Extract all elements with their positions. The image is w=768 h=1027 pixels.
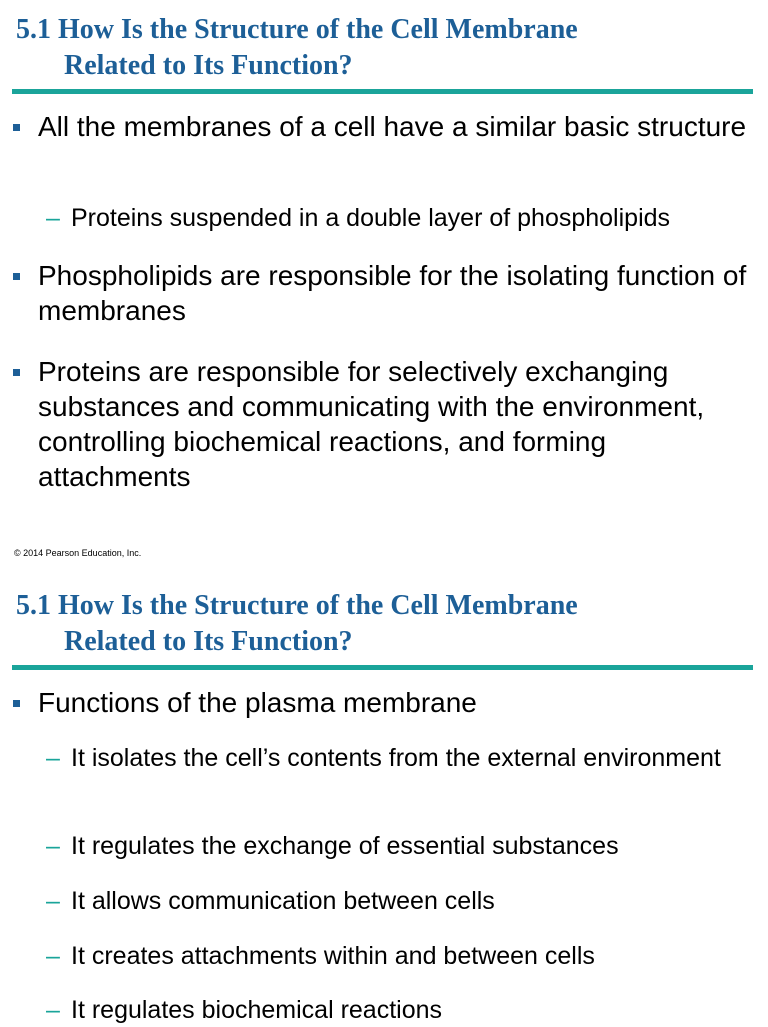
- sub-bullet-item: [46, 940, 761, 973]
- bullet-item: [38, 109, 748, 144]
- sub-bullet-item: [46, 202, 761, 235]
- slide-title-line1: 5.1 How Is the Structure of the Cell Membrane: [16, 590, 578, 621]
- title-divider: [12, 89, 753, 94]
- sub-bullet-item: [46, 994, 761, 1027]
- slide-title: [16, 12, 756, 84]
- square-bullet-icon: [13, 124, 20, 131]
- bullet-text: Proteins are responsible for selectively exchanging substances and communicating with the environment, controlling biochemical reactions, and forming attachments: [38, 356, 705, 492]
- sub-bullet-text: It allows communication between cells: [71, 887, 495, 915]
- slide-title: [16, 588, 756, 660]
- dash-bullet-icon: –: [46, 942, 60, 970]
- title-divider: [12, 665, 753, 670]
- bullet-item: [38, 354, 748, 494]
- sub-bullet-item: [46, 885, 761, 918]
- square-bullet-icon: [13, 700, 20, 707]
- sub-bullet-text: It creates attachments within and between cells: [71, 942, 595, 970]
- sub-bullet-text: Proteins suspended in a double layer of phospholipids: [71, 204, 671, 232]
- bullet-text: Functions of the plasma membrane: [38, 687, 477, 718]
- square-bullet-icon: [13, 273, 20, 280]
- sub-bullet-text: It isolates the cell’s contents from the external environment: [71, 744, 721, 772]
- sub-bullet-item: [46, 830, 761, 863]
- slide-title-line2: Related to Its Function?: [64, 50, 353, 81]
- dash-bullet-icon: –: [46, 887, 60, 915]
- slide-title-line2: Related to Its Function?: [64, 626, 353, 657]
- dash-bullet-icon: –: [46, 744, 60, 772]
- bullet-item: [38, 258, 748, 328]
- bullet-text: Phospholipids are responsible for the isolating function of membranes: [38, 260, 747, 326]
- sub-bullet-text: It regulates the exchange of essential substances: [71, 832, 619, 860]
- bullet-text: All the membranes of a cell have a similar basic structure: [38, 111, 747, 142]
- copyright-notice: © 2014 Pearson Education, Inc.: [14, 548, 142, 558]
- sub-bullet-item: [46, 742, 761, 775]
- slide-title-line1: 5.1 How Is the Structure of the Cell Membrane: [16, 14, 578, 45]
- dash-bullet-icon: –: [46, 996, 60, 1024]
- dash-bullet-icon: –: [46, 832, 60, 860]
- dash-bullet-icon: –: [46, 204, 60, 232]
- slide-2: [0, 576, 768, 1024]
- square-bullet-icon: [13, 369, 20, 376]
- sub-bullet-text: It regulates biochemical reactions: [71, 996, 443, 1024]
- bullet-item: [38, 685, 748, 720]
